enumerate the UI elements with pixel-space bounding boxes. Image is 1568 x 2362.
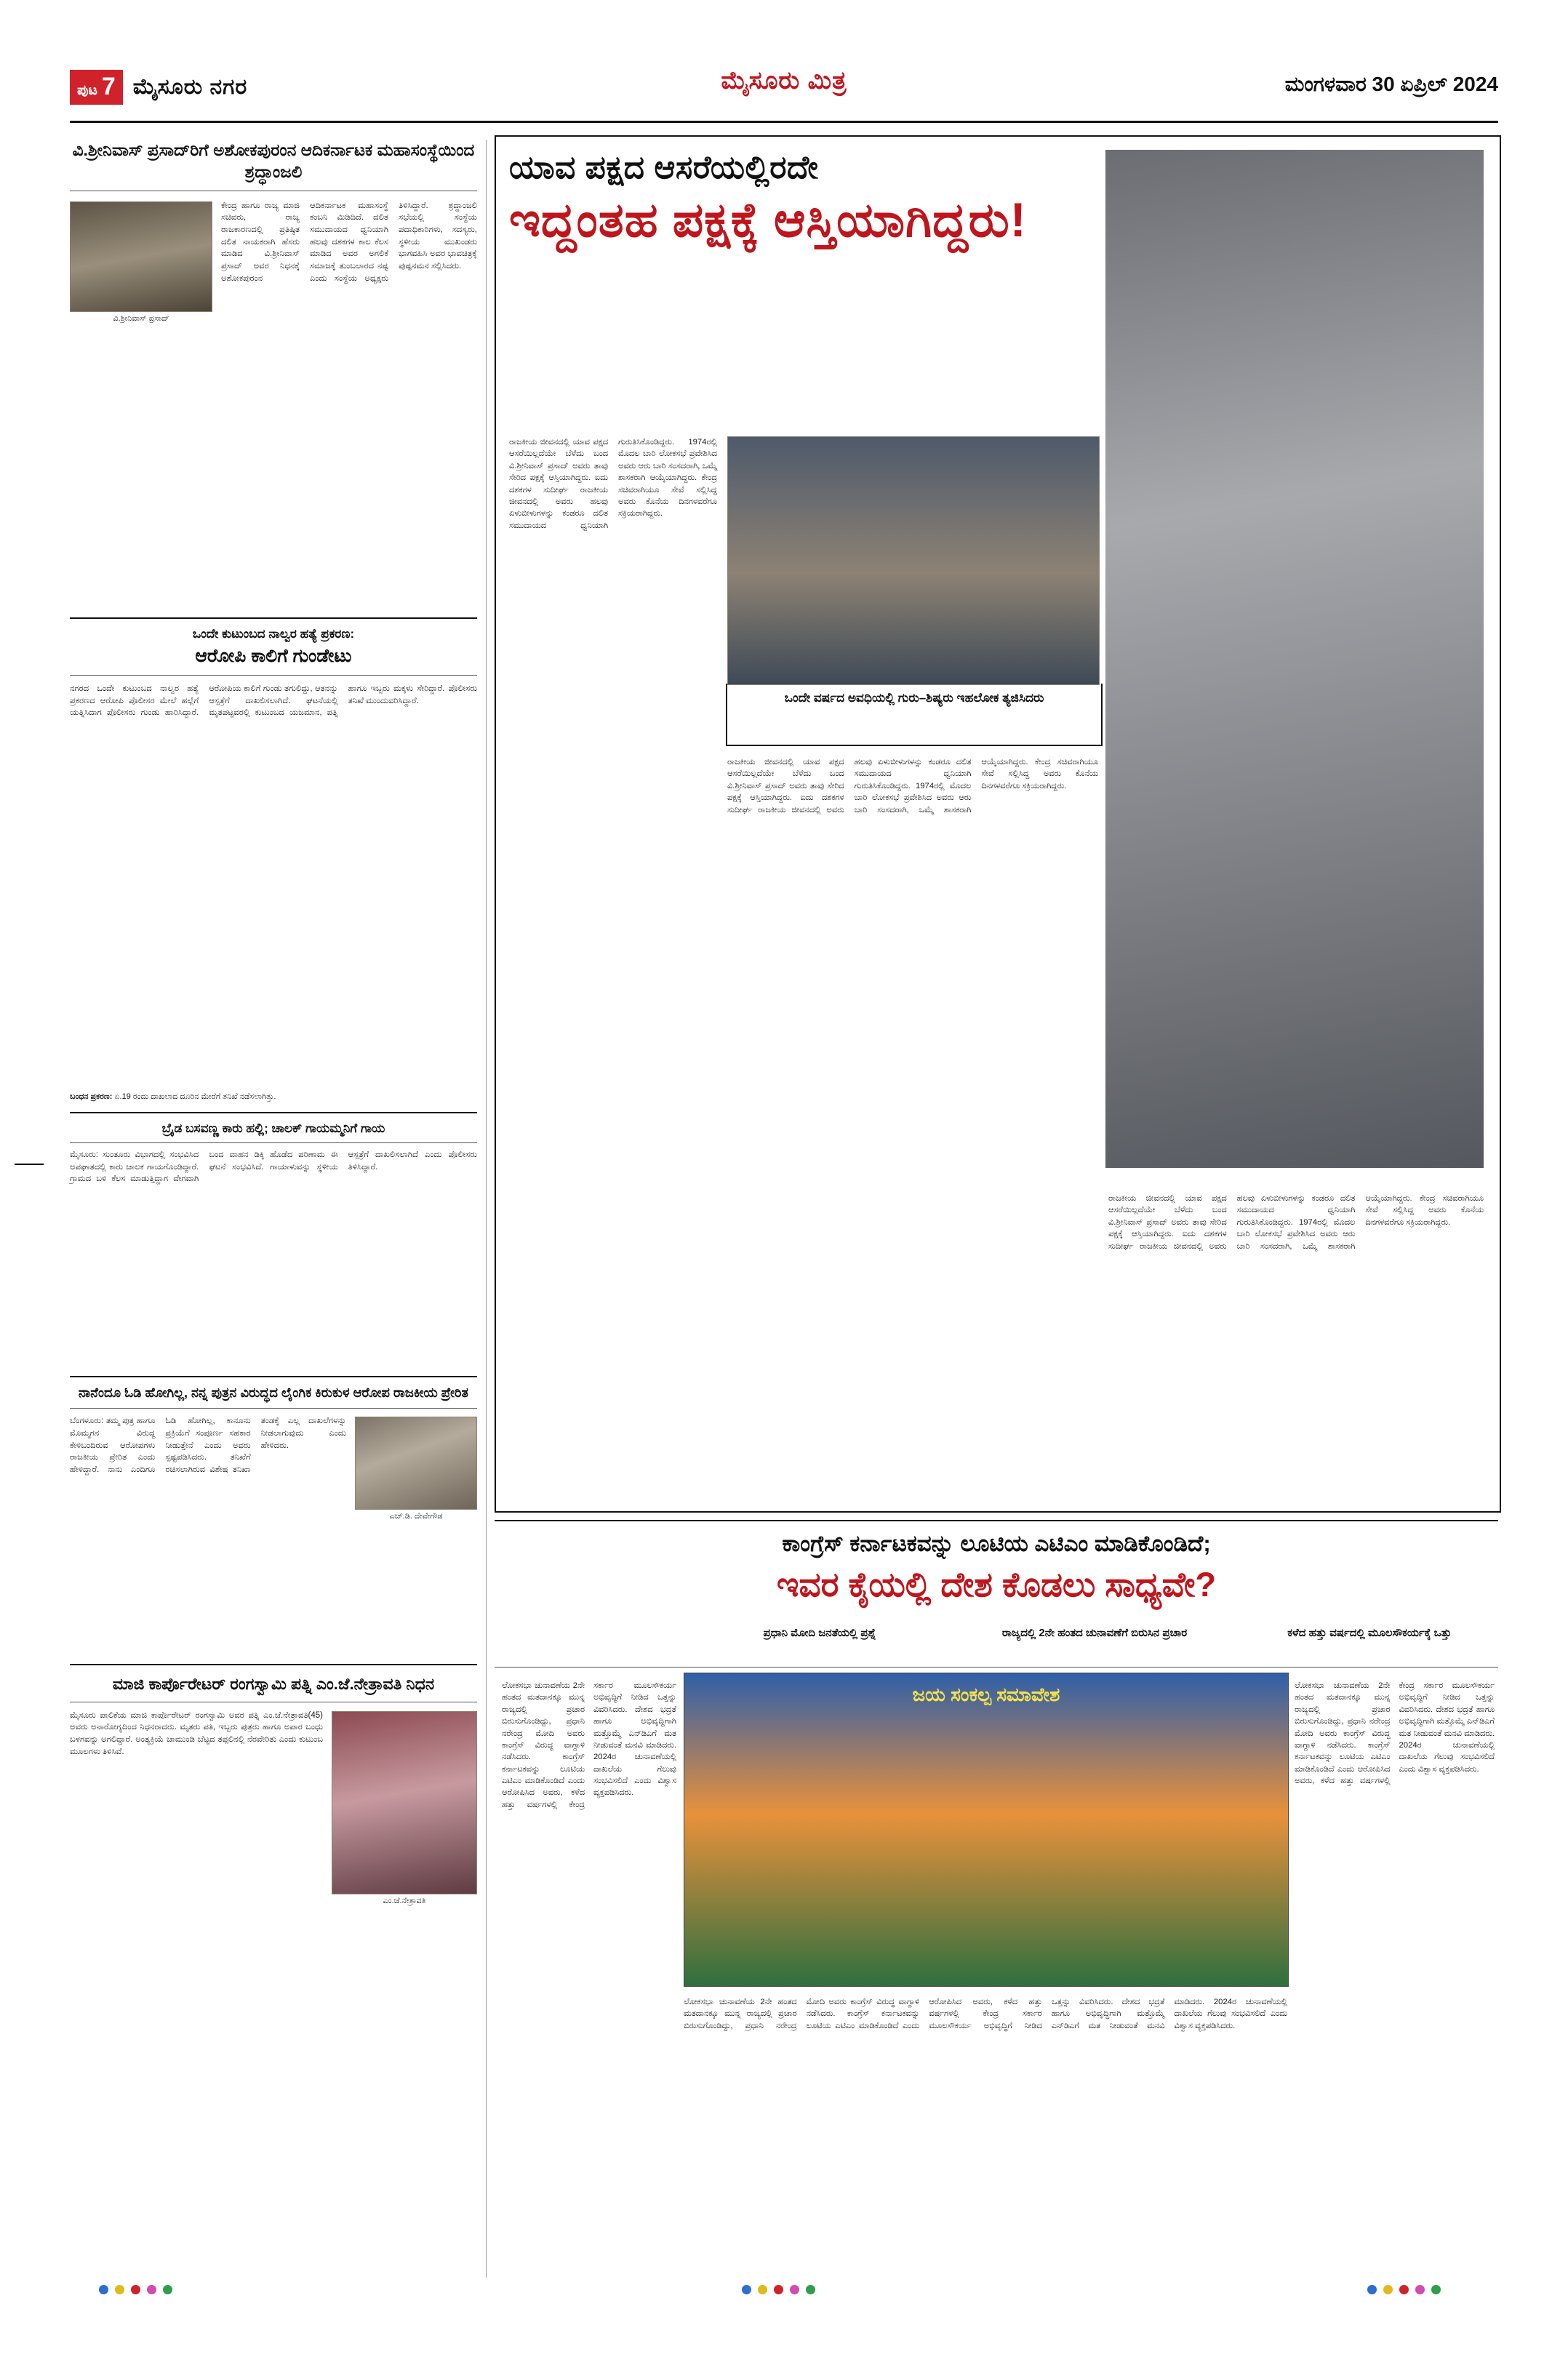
rally-banner-text: ಜಯ ಸಂಕಲ್ಪ ಸಮಾವೇಶ (912, 1684, 1060, 1705)
story4-body: ಬೆಂಗಳೂರು: ತಮ್ಮ ಪುತ್ರ ಹಾಗೂ ಮೊಮ್ಮಗನ ವಿರುದ್ಧ ಕೇಳಿಬಂದಿರುವ ಆರೋಪಗಳು ರಾಜಕೀಯ ಪ್ರೇರಿತ ಎಂದು ಹೇಳಿದ್ದಾರೆ. ನಾನು ಎಂದಿಗೂ ಓಡಿ ಹೋಗಿಲ್ಲ, ಕಾನೂನು ಪ್ರಕ್ರಿಯೆಗೆ ಸಂಪೂರ್ಣ ಸಹಕಾರ ನೀಡುತ್ತೇನೆ ಎಂದು ಅವರು ಸ್ಪಷ್ಟಪಡಿಸಿದರು. ತನಿಖೆಗೆ ರಚಿಸಲಾಗಿರುವ ವಿಶೇಷ ತನಿಖಾ ತಂಡಕ್ಕೆ ಎಲ್ಲ ದಾಖಲೆಗಳನ್ನು ನೀಡಲಾಗುವುದು ಎಂದು ಹೇಳಿದರು. (70, 1417, 346, 1474)
bottom-kicker: ಕಾಂಗ್ರೆಸ್ ಕರ್ನಾಟಕವನ್ನು ಲೂಟಿಯ ಎಟಿಎಂ ಮಾಡಿಕೊಂಡಿದೆ; (782, 1531, 1211, 1556)
story2-body: ನಗರದ ಒಂದೇ ಕುಟುಂಬದ ನಾಲ್ವರ ಹತ್ಯೆ ಪ್ರಕರಣದ ಆರೋಪಿ ಪೊಲೀಸರ ಮೇಲೆ ಹಲ್ಲೆಗೆ ಯತ್ನಿಸಿದಾಗ ಪೊಲೀಸರು ಗುಂಡು ಹಾರಿಸಿದ್ದಾರೆ. ಆರೋಪಿಯ ಕಾಲಿಗೆ ಗುಂಡು ತಗುಲಿದ್ದು, ಆತನನ್ನು ಆಸ್ಪತ್ರೆಗೆ ದಾಖಲಿಸಲಾಗಿದೆ. ಘಟನೆಯಲ್ಲಿ ಮೃತಪಟ್ಟವರಲ್ಲಿ ಕುಟುಂಬದ ಯಜಮಾನ, ಪತ್ನಿ ಹಾಗೂ ಇಬ್ಬರು ಮಕ್ಕಳು ಸೇರಿದ್ದಾರೆ. ಪೊಲೀಸರು ತನಿಖೆ ಮುಂದುವರಿಸಿದ್ದಾರೆ. (70, 684, 477, 718)
guru-shishya-caption-box (726, 684, 1103, 746)
story2-subnote-label: ಬಂಧನ ಪ್ರಕರಣ: (70, 1092, 113, 1102)
bottom-headline: ಇವರ ಕೈಯಲ್ಲಿ ದೇಶ ಕೊಡಲು ಸಾಧ್ಯವೇ? (776, 1564, 1217, 1604)
page-number: 7 (101, 73, 116, 100)
rally-photo (684, 1673, 1289, 1987)
guru-shishya-photo (727, 436, 1100, 685)
lead-headline (509, 150, 1149, 247)
column-divider (486, 140, 487, 2278)
divider (495, 1520, 1498, 1521)
footer-dots-right (1367, 2285, 1441, 2294)
divider (70, 1664, 477, 1665)
bottom-subhead-left: ಪ್ರಧಾನಿ ಮೋದಿ ಜನತೆಯಲ್ಲಿ ಪ್ರಶ್ನೆ (763, 1627, 876, 1639)
divider (70, 675, 477, 676)
story5-body: ಮೈಸೂರು ಪಾಲಿಕೆಯ ಮಾಜಿ ಕಾರ್ಪೊರೇಟರ್ ರಂಗಸ್ವಾಮಿ ಅವರ ಪತ್ನಿ ಎಂ.ಜೆ.ನೇತ್ರಾವತಿ(45) ಅವರು ಅನಾರೋಗ್ಯದಿಂದ ನಿಧನರಾದರು. ಮೃತರು ಪತಿ, ಇಬ್ಬರು ಪುತ್ರರು ಹಾಗೂ ಅಪಾರ ಬಂಧು ಬಳಗವನ್ನು ಅಗಲಿದ್ದಾರೆ. ಅಂತ್ಯಕ್ರಿಯೆ ಚಾಮುಂಡಿ ಬೆಟ್ಟದ ತಪ್ಪಲಿನಲ್ಲಿ ನೆರವೇರಿತು ಎಂದು ಕುಟುಂಬ ಮೂಲಗಳು ತಿಳಿಸಿವೆ. (70, 1710, 323, 1756)
footer-dots-center (742, 2285, 815, 2294)
story1-body: ಕೇಂದ್ರ ಹಾಗೂ ರಾಜ್ಯ ಮಾಜಿ ಸಚಿವರು, ರಾಜ್ಯ ರಾಜಕಾರಣದಲ್ಲಿ ಪ್ರತಿಷ್ಠಿತ ದಲಿತ ನಾಯಕರಾಗಿ ಹೆಸರು ಮಾಡಿದ ವಿ.ಶ್ರೀನಿವಾಸ್ ಪ್ರಸಾದ್ ಅವರ ನಿಧನಕ್ಕೆ ಅಶೋಕಪುರಂನ ಆದಿಕರ್ನಾಟಕ ಮಹಾಸಂಸ್ಥೆ ಕಂಬನಿ ಮಿಡಿದಿದೆ. ದಲಿತ ಸಮುದಾಯದ ಧ್ವನಿಯಾಗಿ ಹಲವು ದಶಕಗಳ ಕಾಲ ಕೆಲಸ ಮಾಡಿದ ಅವರ ಅಗಲಿಕೆ ಸಮಾಜಕ್ಕೆ ತುಂಬಲಾರದ ನಷ್ಟ ಎಂದು ಸಂಸ್ಥೆಯ ಅಧ್ಯಕ್ಷರು ತಿಳಿಸಿದ್ದಾರೆ. ಶ್ರದ್ಧಾಂಜಲಿ ಸಭೆಯಲ್ಲಿ ಸಂಸ್ಥೆಯ ಪದಾಧಿಕಾರಿಗಳು, ಸದಸ್ಯರು, ಸ್ಥಳೀಯ ಮುಖಂಡರು ಭಾಗವಹಿಸಿ ಅವರ ಭಾವಚಿತ್ರಕ್ಕೆ ಪುಷ್ಪನಮನ ಸಲ್ಲಿಸಿದರು. (221, 201, 477, 283)
story2-subnote: ಏ.19 ರಂದು ದಾಖಲಾದ ದೂರಿನ ಮೇರೆಗೆ ತನಿಖೆ ನಡೆಸಲಾಗಿತ್ತು. (114, 1092, 276, 1102)
story3-body: ಮೈಸೂರು: ಸುಂತೂರು ವಿಭಾಗದಲ್ಲಿ ಸಂಭವಿಸಿದ ಅಪಘಾತದಲ್ಲಿ ಕಾರು ಚಾಲಕ ಗಾಯಗೊಂಡಿದ್ದಾರೆ. ಗ್ರಾಮದ ಬಳಿ ಕೆಲಸ ಮಾಡುತ್ತಿದ್ದಾಗ ವೇಗವಾಗಿ ಬಂದ ವಾಹನ ಡಿಕ್ಕಿ ಹೊಡೆದ ಪರಿಣಾಮ ಈ ಘಟನೆ ಸಂಭವಿಸಿದೆ. ಗಾಯಾಳುವನ್ನು ಸ್ಥಳೀಯ ಆಸ್ಪತ್ರೆಗೆ ದಾಖಲಿಸಲಾಗಿದೆ ಎಂದು ಪೊಲೀಸರು ತಿಳಿಸಿದ್ದಾರೆ. (70, 1150, 477, 1184)
issue-date: ಮಂಗಳವಾರ 30 ಏಪ್ರಿಲ್ 2024 (1284, 73, 1498, 95)
lead-headline-line1: ಯಾವ ಪಕ್ಷದ ಆಸರೆಯಲ್ಲಿರದೇ (509, 150, 819, 185)
story4-headline: ನಾನೆಂದೂ ಓಡಿ ಹೋಗಿಲ್ಲ, ನನ್ನ ಪುತ್ರನ ವಿರುದ್ಧದ ಲೈಂಗಿಕ ಕಿರುಕುಳ ಆರೋಪ ರಾಜಕೀಯ ಪ್ರೇರಿತ (78, 1385, 469, 1400)
divider (70, 617, 477, 619)
divider (70, 1142, 477, 1143)
lead-body-mid: ರಾಜಕೀಯ ಜೀವನದಲ್ಲಿ ಯಾವ ಪಕ್ಷದ ಆಸರೆಯಿಲ್ಲದೆಯೇ ಬೆಳೆದು ಬಂದ ವಿ.ಶ್ರೀನಿವಾಸ್ ಪ್ರಸಾದ್ ಅವರು ತಾವು ಸೇರಿದ ಪಕ್ಷಕ್ಕೆ ಆಸ್ತಿಯಾಗಿದ್ದರು. ಐದು ದಶಕಗಳ ಸುದೀರ್ಘ ರಾಜಕೀಯ ಜೀವನದಲ್ಲಿ ಅವರು ಹಲವು ಏಳುಬೀಳುಗಳನ್ನು ಕಂಡರೂ ದಲಿತ ಸಮುದಾಯದ ಧ್ವನಿಯಾಗಿ ಗುರುತಿಸಿಕೊಂಡಿದ್ದರು. 1974ರಲ್ಲಿ ಮೊದಲ ಬಾರಿ ಲೋಕಸಭೆ ಪ್ರವೇಶಿಸಿದ ಅವರು ಆರು ಬಾರಿ ಸಂಸದರಾಗಿ, ಒಮ್ಮೆ ಶಾಸಕರಾಗಿ ಆಯ್ಕೆಯಾಗಿದ್ದರು. ಕೇಂದ್ರ ಸಚಿವರಾಗಿಯೂ ಸೇವೆ ಸಲ್ಲಿಸಿದ್ದ ಅವರು ಕೊನೆಯ ದಿನಗಳವರೆಗೂ ಸಕ್ರಿಯರಾಗಿದ್ದರು. (727, 758, 1098, 814)
lead-body-right: ರಾಜಕೀಯ ಜೀವನದಲ್ಲಿ ಯಾವ ಪಕ್ಷದ ಆಸರೆಯಿಲ್ಲದೆಯೇ ಬೆಳೆದು ಬಂದ ವಿ.ಶ್ರೀನಿವಾಸ್ ಪ್ರಸಾದ್ ಅವರು ತಾವು ಸೇರಿದ ಪಕ್ಷಕ್ಕೆ ಆಸ್ತಿಯಾಗಿದ್ದರು. ಐದು ದಶಕಗಳ ಸುದೀರ್ಘ ರಾಜಕೀಯ ಜೀವನದಲ್ಲಿ ಅವರು ಹಲವು ಏಳುಬೀಳುಗಳನ್ನು ಕಂಡರೂ ದಲಿತ ಸಮುದಾಯದ ಧ್ವನಿಯಾಗಿ ಗುರುತಿಸಿಕೊಂಡಿದ್ದರು. 1974ರಲ್ಲಿ ಮೊದಲ ಬಾರಿ ಲೋಕಸಭೆ ಪ್ರವೇಶಿಸಿದ ಅವರು ಆರು ಬಾರಿ ಸಂಸದರಾಗಿ, ಒಮ್ಮೆ ಶಾಸಕರಾಗಿ ಆಯ್ಕೆಯಾಗಿದ್ದರು. ಕೇಂದ್ರ ಸಚಿವರಾಗಿಯೂ ಸೇವೆ ಸಲ್ಲಿಸಿದ್ದ ಅವರು ಕೊನೆಯ ದಿನಗಳವರೆಗೂ ಸಕ್ರಿಯರಾಗಿದ್ದರು. (1108, 1194, 1484, 1251)
story2-headline: ಆರೋಪಿ ಕಾಲಿಗೆ ಗುಂಡೇಟು (195, 645, 352, 666)
divider (70, 1376, 477, 1377)
story1-photo-caption: ವಿ.ಶ್ರೀನಿವಾಸ್ ಪ್ರಸಾದ್ (113, 313, 169, 323)
story4-photo-caption: ಎಚ್.ಡಿ. ದೇವೇಗೌಡ (389, 1512, 443, 1521)
divider (70, 1112, 477, 1113)
crop-mark (15, 1164, 44, 1165)
edition-name: ಮೈಸೂರು ನಗರ (132, 75, 248, 99)
story1-headline: ವಿ.ಶ್ರೀನಿವಾಸ್ ಪ್ರಸಾದ್‌ರಿಗೆ ಅಶೋಕಪುರಂನ ಆದಿಕರ್ನಾಟಕ ಮಹಾಸಂಸ್ಥೆಯಿಂದ ಶ್ರದ್ಧಾಂಜಲಿ (72, 140, 475, 181)
story5-headline: ಮಾಜಿ ಕಾರ್ಪೊರೇಟರ್ ರಂಗಸ್ವಾಮಿ ಪತ್ನಿ ಎಂ.ಜೆ.ನೇತ್ರಾವತಿ ನಿಧನ (112, 1675, 435, 1694)
guru-shishya-caption: ಒಂದೇ ವರ್ಷದ ಅವಧಿಯಲ್ಲಿ ಗುರು–ಶಿಷ್ಯರು ಇಹಲೋಕ ತ್ಯಜಿಸಿದರು (784, 691, 1044, 705)
story4-photo (355, 1417, 477, 1510)
story5-photo (332, 1711, 477, 1894)
lead-portrait-photo (1105, 150, 1484, 1168)
bottom-subhead-right: ಕಳೆದ ಹತ್ತು ವರ್ಷದಲ್ಲಿ ಮೂಲಸೌಕರ್ಯಕ್ಕೆ ಒತ್ತು (1287, 1627, 1452, 1639)
story3-headline: ಬ್ರೈಡ ಬಸವಣ್ಣ ಕಾರು ಹಲ್ಲಿ; ಚಾಲಕ್ ಗಾಯಮ್ಮನಿಗೆ ಗಾಯ (161, 1121, 385, 1135)
bottom-body-right: ಲೋಕಸಭಾ ಚುನಾವಣೆಯ 2ನೇ ಹಂತದ ಮತದಾನಕ್ಕೂ ಮುನ್ನ ರಾಜ್ಯದಲ್ಲಿ ಪ್ರಚಾರ ಬಿರುಸುಗೊಂಡಿದ್ದು, ಪ್ರಧಾನಿ ನರೇಂದ್ರ ಮೋದಿ ಅವರು ಕಾಂಗ್ರೆಸ್ ವಿರುದ್ಧ ವಾಗ್ದಾಳಿ ನಡೆಸಿದರು. ಕಾಂಗ್ರೆಸ್ ಕರ್ನಾಟಕವನ್ನು ಲೂಟಿಯ ಎಟಿಎಂ ಮಾಡಿಕೊಂಡಿದೆ ಎಂದು ಆರೋಪಿಸಿದ ಅವರು, ಕಳೆದ ಹತ್ತು ವರ್ಷಗಳಲ್ಲಿ ಕೇಂದ್ರ ಸರ್ಕಾರ ಮೂಲಸೌಕರ್ಯ ಅಭಿವೃದ್ಧಿಗೆ ನೀಡಿದ ಒತ್ತನ್ನು ವಿವರಿಸಿದರು. ದೇಶದ ಭದ್ರತೆ ಹಾಗೂ ಅಭಿವೃದ್ಧಿಗಾಗಿ ಮತ್ತೊಮ್ಮೆ ಎನ್‌ಡಿಎಗೆ ಮತ ನೀಡುವಂತೆ ಮನವಿ ಮಾಡಿದರು. 2024ರ ಚುನಾವಣೆಯಲ್ಲಿ ದಾಖಲೆಯ ಗೆಲುವು ಸಂಭವಿಸಲಿದೆ ಎಂದು ವಿಶ್ವಾಸ ವ್ಯಕ್ತಪಡಿಸಿದರು. (1295, 1681, 1495, 1785)
footer-dots-left (99, 2285, 172, 2294)
divider (70, 1408, 477, 1409)
page-badge (70, 70, 247, 105)
bottom-subhead-mid: ರಾಜ್ಯದಲ್ಲಿ 2ನೇ ಹಂತದ ಚುನಾವಣೆಗೆ ಬಿರುಸಿನ ಪ್ರಚಾರ (1001, 1627, 1188, 1639)
story5-photo-caption: ಎಂ.ಜೆ.ನೇತ್ರಾವತಿ (383, 1896, 426, 1905)
story1-photo (70, 201, 212, 312)
story2-kicker: ಒಂದೇ ಕುಟುಂಬದ ನಾಲ್ವರ ಹತ್ಯೆ ಪ್ರಕರಣ: (192, 626, 355, 641)
divider (495, 1667, 1498, 1668)
bottom-subheads (691, 1626, 1498, 1641)
page-label: ಪುಟ (77, 83, 97, 98)
lead-headline-line2: ಇದ್ದಂತಹ ಪಕ್ಷಕ್ಕೆ ಆಸ್ತಿಯಾಗಿದ್ದರು! (509, 193, 1027, 247)
left-column (70, 140, 477, 2051)
masthead (70, 67, 1498, 123)
bottom-body-left: ಲೋಕಸಭಾ ಚುನಾವಣೆಯ 2ನೇ ಹಂತದ ಮತದಾನಕ್ಕೂ ಮುನ್ನ ರಾಜ್ಯದಲ್ಲಿ ಪ್ರಚಾರ ಬಿರುಸುಗೊಂಡಿದ್ದು, ಪ್ರಧಾನಿ ನರೇಂದ್ರ ಮೋದಿ ಅವರು ಕಾಂಗ್ರೆಸ್ ವಿರುದ್ಧ ವಾಗ್ದಾಳಿ ನಡೆಸಿದರು. ಕಾಂಗ್ರೆಸ್ ಕರ್ನಾಟಕವನ್ನು ಲೂಟಿಯ ಎಟಿಎಂ ಮಾಡಿಕೊಂಡಿದೆ ಎಂದು ಆರೋಪಿಸಿದ ಅವರು, ಕಳೆದ ಹತ್ತು ವರ್ಷಗಳಲ್ಲಿ ಕೇಂದ್ರ ಸರ್ಕಾರ ಮೂಲಸೌಕರ್ಯ ಅಭಿವೃದ್ಧಿಗೆ ನೀಡಿದ ಒತ್ತನ್ನು ವಿವರಿಸಿದರು. ದೇಶದ ಭದ್ರತೆ ಹಾಗೂ ಅಭಿವೃದ್ಧಿಗಾಗಿ ಮತ್ತೊಮ್ಮೆ ಎನ್‌ಡಿಎಗೆ ಮತ ನೀಡುವಂತೆ ಮನವಿ ಮಾಡಿದರು. 2024ರ ಚುನಾವಣೆಯಲ್ಲಿ ದಾಖಲೆಯ ಗೆಲುವು ಸಂಭವಿಸಲಿದೆ ಎಂದು ವಿಶ್ವಾಸ ವ್ಯಕ್ತಪಡಿಸಿದರು. (502, 1681, 676, 1809)
paper-name: ಮೈಸೂರು ಮಿತ್ರ (721, 67, 847, 95)
bottom-body-center: ಲೋಕಸಭಾ ಚುನಾವಣೆಯ 2ನೇ ಹಂತದ ಮತದಾನಕ್ಕೂ ಮುನ್ನ ರಾಜ್ಯದಲ್ಲಿ ಪ್ರಚಾರ ಬಿರುಸುಗೊಂಡಿದ್ದು, ಪ್ರಧಾನಿ ನರೇಂದ್ರ ಮೋದಿ ಅವರು ಕಾಂಗ್ರೆಸ್ ವಿರುದ್ಧ ವಾಗ್ದಾಳಿ ನಡೆಸಿದರು. ಕಾಂಗ್ರೆಸ್ ಕರ್ನಾಟಕವನ್ನು ಲೂಟಿಯ ಎಟಿಎಂ ಮಾಡಿಕೊಂಡಿದೆ ಎಂದು ಆರೋಪಿಸಿದ ಅವರು, ಕಳೆದ ಹತ್ತು ವರ್ಷಗಳಲ್ಲಿ ಕೇಂದ್ರ ಸರ್ಕಾರ ಮೂಲಸೌಕರ್ಯ ಅಭಿವೃದ್ಧಿಗೆ ನೀಡಿದ ಒತ್ತನ್ನು ವಿವರಿಸಿದರು. ದೇಶದ ಭದ್ರತೆ ಹಾಗೂ ಅಭಿವೃದ್ಧಿಗಾಗಿ ಮತ್ತೊಮ್ಮೆ ಎನ್‌ಡಿಎಗೆ ಮತ ನೀಡುವಂತೆ ಮನವಿ ಮಾಡಿದರು. 2024ರ ಚುನಾವಣೆಯಲ್ಲಿ ದಾಖಲೆಯ ಗೆಲುವು ಸಂಭವಿಸಲಿದೆ ಎಂದು ವಿಶ್ವಾಸ ವ್ಯಕ್ತಪಡಿಸಿದರು. (684, 1998, 1287, 2030)
lead-body-left: ರಾಜಕೀಯ ಜೀವನದಲ್ಲಿ ಯಾವ ಪಕ್ಷದ ಆಸರೆಯಿಲ್ಲದೆಯೇ ಬೆಳೆದು ಬಂದ ವಿ.ಶ್ರೀನಿವಾಸ್ ಪ್ರಸಾದ್ ಅವರು ತಾವು ಸೇರಿದ ಪಕ್ಷಕ್ಕೆ ಆಸ್ತಿಯಾಗಿದ್ದರು. ಐದು ದಶಕಗಳ ಸುದೀರ್ಘ ರಾಜಕೀಯ ಜೀವನದಲ್ಲಿ ಅವರು ಹಲವು ಏಳುಬೀಳುಗಳನ್ನು ಕಂಡರೂ ದಲಿತ ಸಮುದಾಯದ ಧ್ವನಿಯಾಗಿ ಗುರುತಿಸಿಕೊಂಡಿದ್ದರು. 1974ರಲ್ಲಿ ಮೊದಲ ಬಾರಿ ಲೋಕಸಭೆ ಪ್ರವೇಶಿಸಿದ ಅವರು ಆರು ಬಾರಿ ಸಂಸದರಾಗಿ, ಒಮ್ಮೆ ಶಾಸಕರಾಗಿ ಆಯ್ಕೆಯಾಗಿದ್ದರು. ಕೇಂದ್ರ ಸಚಿವರಾಗಿಯೂ ಸೇವೆ ಸಲ್ಲಿಸಿದ್ದ ಅವರು ಕೊನೆಯ ದಿನಗಳವರೆಗೂ ಸಕ್ರಿಯರಾಗಿದ್ದರು. (509, 438, 717, 530)
bottom-headline-block (495, 1530, 1498, 1605)
